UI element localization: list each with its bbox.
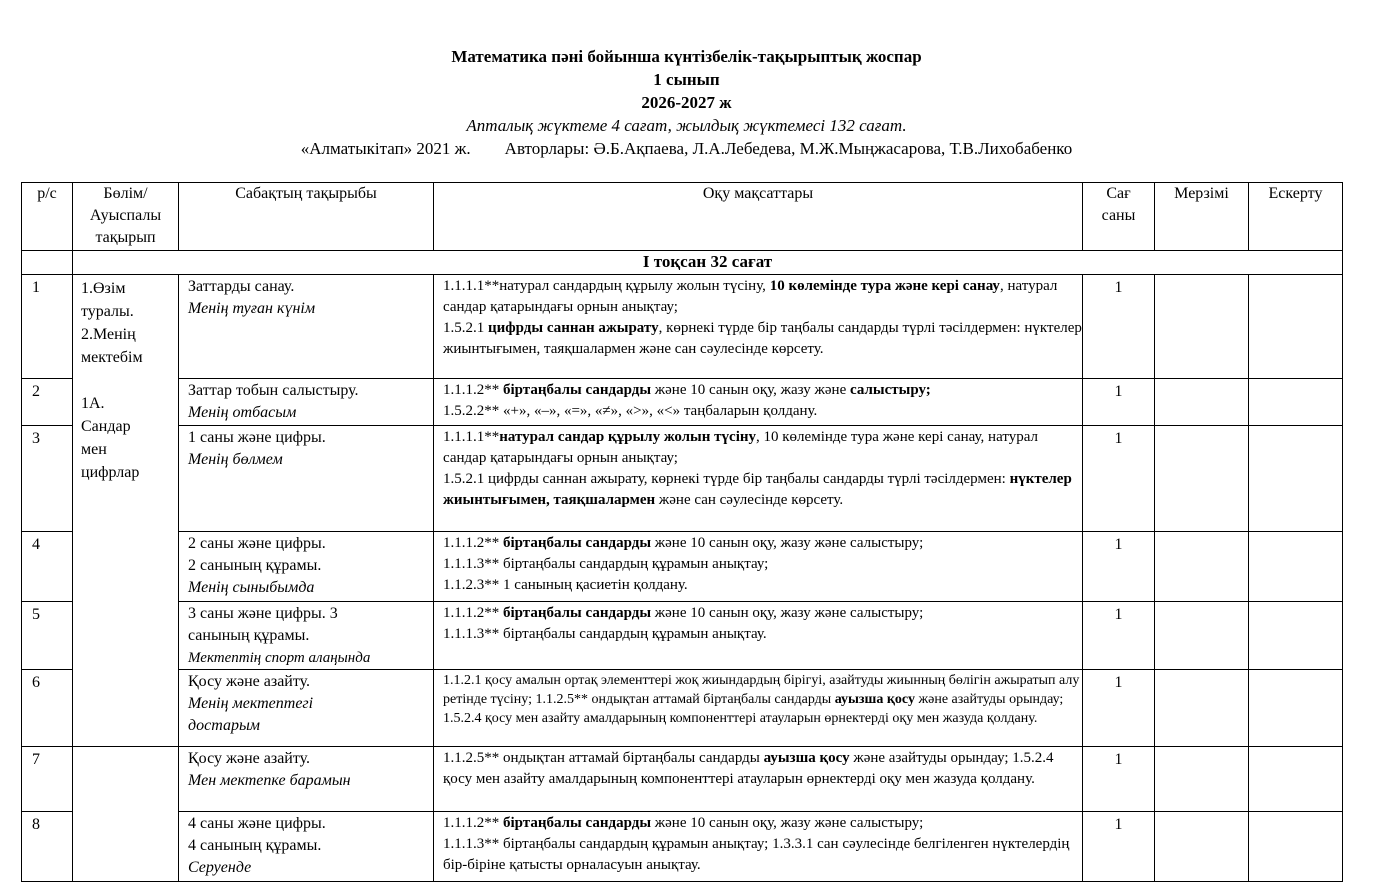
date-cell bbox=[1155, 426, 1249, 532]
row-num: 6 bbox=[22, 670, 73, 747]
table-row bbox=[22, 379, 1343, 426]
col-note-header: Ескерту bbox=[1249, 183, 1343, 251]
topic-cell: Заттарды санау. Менің туған күнім bbox=[179, 275, 434, 379]
col-num-header: р/с bbox=[22, 183, 73, 251]
row-num: 8 bbox=[22, 812, 73, 882]
col-hours-header: Сағ саны bbox=[1083, 183, 1155, 251]
objectives-cell: 1.1.2.1 қосу амалын ортақ элементтері жоқ жиындардың бірігуі, азайтуды жиынның бөлігін ажыратып алу ретінде түсіну; 1.1.2.5** ондықтан аттамай біртаңбалы сандарды ауызша қосу және азайтуды орындау; 1.5.2.4 қосу мен азайту амалдарының компоненттері атауларын өрнектерді оқу мен жазуда қолдану. bbox=[434, 670, 1083, 747]
publisher-line bbox=[0, 138, 1373, 160]
date-cell bbox=[1155, 379, 1249, 426]
objectives-cell: 1.1.1.1**натурал сандардың құрылу жолын түсіну, 10 көлемінде тура және кері санау, натурал сандар қатарындағы орнын анықтау; 1.5.2.1 цифрды саннан ажырату, көрнекі түрде бір таңбалы сандарды түрлі тәсілдермен: нүктелер жиынтығымен, таяқшалармен және сан сәулесінде көрсету. bbox=[434, 275, 1083, 379]
col-topic-header: Сабақтың тақырыбы bbox=[179, 183, 434, 251]
table-row bbox=[22, 747, 1343, 812]
note-cell bbox=[1249, 532, 1343, 602]
date-cell bbox=[1155, 275, 1249, 379]
row-num: 2 bbox=[22, 379, 73, 426]
topic-cell: Заттар тобын салыстыру. Менің отбасым bbox=[179, 379, 434, 426]
note-cell bbox=[1249, 602, 1343, 670]
table-row bbox=[22, 812, 1343, 882]
hours-cell: 1 bbox=[1083, 275, 1155, 379]
document-title: Математика пәні бойынша күнтізбелік-тақырыптық жоспар bbox=[451, 47, 922, 66]
hours-cell: 1 bbox=[1083, 812, 1155, 882]
hours-cell: 1 bbox=[1083, 670, 1155, 747]
col-section-header: Бөлім/ Ауыспалы тақырып bbox=[73, 183, 179, 251]
date-cell bbox=[1155, 812, 1249, 882]
objectives-cell: 1.1.1.2** біртаңбалы сандарды және 10 санын оқу, жазу және салыстыру; 1.5.2.2** «+», «–», «=», «≠», «>», «<» таңбаларын қолдану. bbox=[434, 379, 1083, 426]
hours-cell: 1 bbox=[1083, 379, 1155, 426]
row-num: 3 bbox=[22, 426, 73, 532]
section-cell: 1.Өзім туралы. 2.Менің мектебім 1А. Сандар мен цифрлар bbox=[73, 275, 179, 747]
authors: Авторлары: Ә.Б.Ақпаева, Л.А.Лебедева, М.Ж.Мыңжасарова, Т.В.Лихобабенко bbox=[504, 139, 1073, 158]
topic-cell: 2 саны және цифры. 2 санының құрамы. Менің сыныбымда bbox=[179, 532, 434, 602]
row-num: 7 bbox=[22, 747, 73, 812]
note-cell bbox=[1249, 379, 1343, 426]
date-cell bbox=[1155, 747, 1249, 812]
row-num: 1 bbox=[22, 275, 73, 379]
table-header-row bbox=[22, 183, 1343, 251]
note-cell bbox=[1249, 670, 1343, 747]
note-cell bbox=[1249, 426, 1343, 532]
note-cell bbox=[1249, 747, 1343, 812]
date-cell bbox=[1155, 670, 1249, 747]
table-row bbox=[22, 670, 1343, 747]
hours-cell: 1 bbox=[1083, 602, 1155, 670]
topic-cell: 3 саны және цифры. 3 санының құрамы. Мектептің спорт алаңында bbox=[179, 602, 434, 670]
quarter-title: І тоқсан 32 сағат bbox=[73, 251, 1343, 275]
topic-cell: 1 саны және цифры. Менің бөлмем bbox=[179, 426, 434, 532]
hours-cell: 1 bbox=[1083, 747, 1155, 812]
row-num: 5 bbox=[22, 602, 73, 670]
objectives-cell: 1.1.2.5** ондықтан аттамай біртаңбалы сандарды ауызша қосу және азайтуды орындау; 1.5.2.4 қосу мен азайту амалдарының компоненттері атауларын өрнектерді оқу мен жазуда қолдану. bbox=[434, 747, 1083, 812]
objectives-cell: 1.1.1.2** біртаңбалы сандарды және 10 санын оқу, жазу және салыстыру; 1.1.1.3** біртаңбалы сандардың құрамын анықтау; 1.3.3.1 сан сәулесінде белгіленген нүктелердің бір-біріне қатысты орналасуын анықтау. bbox=[434, 812, 1083, 882]
col-objectives-header: Оқу мақсаттары bbox=[434, 183, 1083, 251]
publisher: «Алматыкітап» 2021 ж. bbox=[300, 139, 471, 158]
note-cell bbox=[1249, 275, 1343, 379]
grade-line: 1 сынып bbox=[653, 70, 720, 89]
load-line: Апталық жүктеме 4 сағат, жылдық жүктемесі 132 сағат. bbox=[466, 116, 907, 135]
date-cell bbox=[1155, 602, 1249, 670]
section-cell-empty bbox=[73, 747, 179, 882]
note-cell bbox=[1249, 812, 1343, 882]
table-row bbox=[22, 426, 1343, 532]
objectives-cell: 1.1.1.2** біртаңбалы сандарды және 10 санын оқу, жазу және салыстыру; 1.1.1.3** біртаңбалы сандардың құрамын анықтау. bbox=[434, 602, 1083, 670]
table-row bbox=[22, 532, 1343, 602]
plan-table bbox=[21, 182, 1343, 882]
col-date-header: Мерзімі bbox=[1155, 183, 1249, 251]
quarter-row bbox=[22, 251, 1343, 275]
table-row bbox=[22, 602, 1343, 670]
table-row bbox=[22, 275, 1343, 379]
hours-cell: 1 bbox=[1083, 532, 1155, 602]
objectives-cell: 1.1.1.2** біртаңбалы сандарды және 10 санын оқу, жазу және салыстыру; 1.1.1.3** біртаңбалы сандардың құрамын анықтау; 1.1.2.3** 1 санының қасиетін қолдану. bbox=[434, 532, 1083, 602]
row-num: 4 bbox=[22, 532, 73, 602]
objectives-cell: 1.1.1.1**натурал сандар құрылу жолын түсіну, 10 көлемінде тура және кері санау, натурал сандар қатарындағы орнын анықтау; 1.5.2.1 цифрды саннан ажырату, көрнекі түрде бір таңбалы сандарды түрлі тәсілдермен: нүктелер жиынтығымен, таяқшалармен және сан сәулесінде көрсету. bbox=[434, 426, 1083, 532]
topic-cell: Қосу және азайту. Менің мектептегі достарым bbox=[179, 670, 434, 747]
topic-cell: 4 саны және цифры. 4 санының құрамы. Серуенде bbox=[179, 812, 434, 882]
hours-cell: 1 bbox=[1083, 426, 1155, 532]
year-line: 2026-2027 ж bbox=[641, 93, 732, 112]
topic-cell: Қосу және азайту. Мен мектепке барамын bbox=[179, 747, 434, 812]
date-cell bbox=[1155, 532, 1249, 602]
